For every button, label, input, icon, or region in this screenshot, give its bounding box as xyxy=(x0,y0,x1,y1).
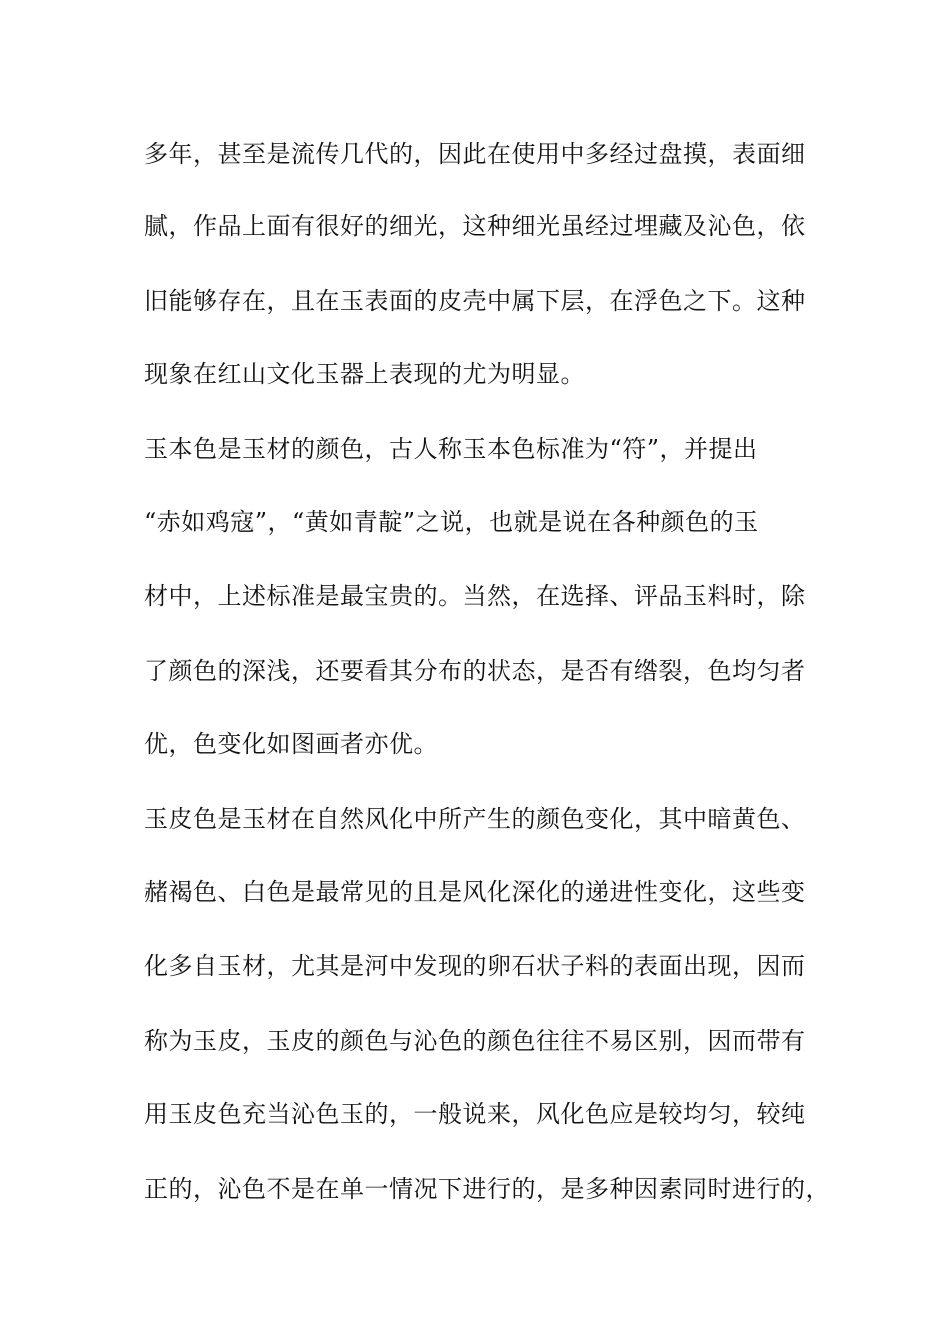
text-line: 正的，沁色不是在单一情况下进行的，是多种因素同时进行的， xyxy=(144,1175,830,1203)
text-line: 了颜色的深浅，还要看其分布的状态，是否有绺裂，色均匀者 xyxy=(144,657,806,685)
text-line: 称为玉皮，玉皮的颜色与沁色的颜色往往不易区别，因而带有 xyxy=(144,1027,806,1055)
text-line: 多年，甚至是流传几代的，因此在使用中多经过盘摸，表面细 xyxy=(144,140,806,168)
text-line: 化多自玉材，尤其是河中发现的卵石状子料的表面出现，因而 xyxy=(144,952,806,980)
text-line: 玉皮色是玉材在自然风化中所产生的颜色变化，其中暗黄色、 xyxy=(144,805,806,833)
text-line: 材中，上述标准是最宝贵的。当然，在选择、评品玉料时，除 xyxy=(144,582,806,610)
text-line: 腻，作品上面有很好的细光，这种细光虽经过埋藏及沁色，依 xyxy=(144,212,806,240)
text-line: 赭褐色、白色是最常见的且是风化深化的递进性变化，这些变 xyxy=(144,878,806,906)
text-line: 用玉皮色充当沁色玉的，一般说来，风化色应是较均匀，较纯 xyxy=(144,1100,806,1128)
text-line: 旧能够存在，且在玉表面的皮壳中属下层，在浮色之下。这种 xyxy=(144,287,806,315)
text-line: “赤如鸡寇”，“黄如青靛”之说，也就是说在各种颜色的玉 xyxy=(144,508,759,536)
text-line: 玉本色是玉材的颜色，古人称玉本色标准为“符”，并提出 xyxy=(144,435,758,463)
text-line: 现象在红山文化玉器上表现的尤为明显。 xyxy=(144,360,585,388)
text-line: 优，色变化如图画者亦优。 xyxy=(144,730,438,758)
